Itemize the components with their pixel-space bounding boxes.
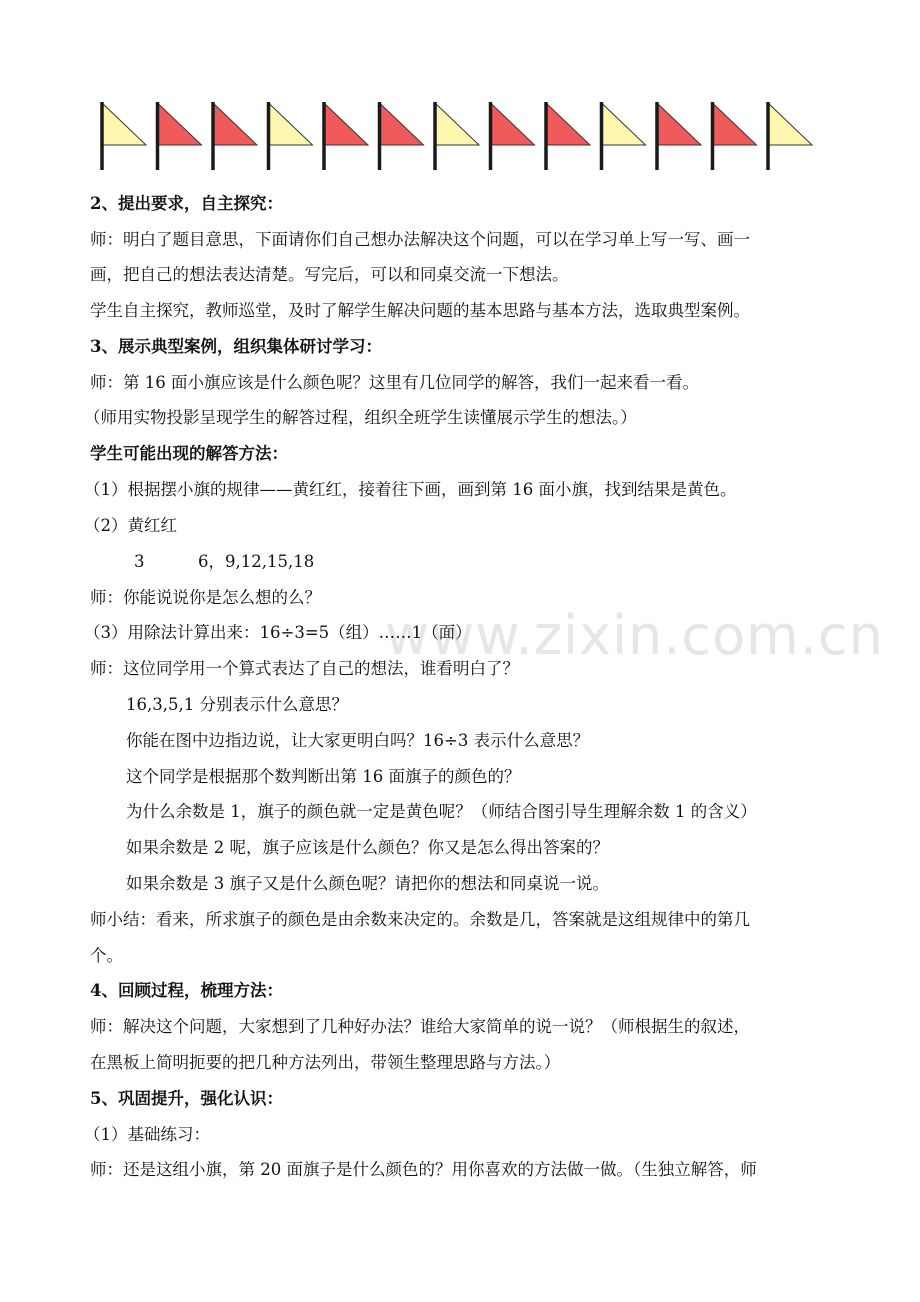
paragraph-line: 师：你能说说你是怎么想的么？ bbox=[90, 588, 321, 607]
flag-red bbox=[213, 102, 257, 170]
paragraph-line: 画，把自己的想法表达清楚。写完后，可以和同桌交流一下想法。 bbox=[90, 265, 569, 284]
flag-cloth bbox=[380, 103, 424, 145]
subheading: 学生可能出现的解答方法： bbox=[90, 444, 288, 463]
flag-cloth bbox=[269, 103, 313, 145]
number-sequence: 6，9,12,15,18 bbox=[198, 552, 315, 571]
flag-yellow bbox=[602, 102, 646, 170]
method-1: （1）根据摆小旗的规律——黄红红，接着往下画，画到第 16 面小旗，找到结果是黄色。 bbox=[84, 480, 737, 499]
flag-cloth bbox=[324, 103, 368, 145]
flag-yellow bbox=[102, 102, 146, 170]
paragraph-line: 在黑板上简明扼要的把几种方法列出，带领生整理思路与方法。） bbox=[90, 1053, 561, 1072]
paragraph-line: 师：第 16 面小旗应该是什么颜色呢？这里有几位同学的解答，我们一起来看一看。 bbox=[90, 373, 699, 392]
paragraph-line: 师：解决这个问题，大家想到了几种好办法？谁给大家简单的说一说？（师根据生的叙述， bbox=[90, 1017, 750, 1036]
flag-cloth bbox=[435, 103, 479, 145]
flag-cloth bbox=[768, 103, 812, 145]
summary-line: 个。 bbox=[90, 946, 123, 965]
flag-red bbox=[324, 102, 368, 170]
flag-cloth bbox=[713, 103, 757, 145]
question-line: 为什么余数是 1，旗子的颜色就一定是黄色呢？（师结合图引导生理解余数 1 的含义） bbox=[126, 802, 757, 821]
flag-cloth bbox=[491, 103, 535, 145]
flag-yellow bbox=[269, 102, 313, 170]
section-heading-2: 2、提出要求，自主探究： bbox=[90, 194, 283, 213]
watermark: www.zixin.com.cn bbox=[385, 604, 884, 667]
question-line: 你能在图中边指边说，让大家更明白吗？16÷3 表示什么意思？ bbox=[126, 731, 590, 750]
paragraph-line: （师用实物投影呈现学生的解答过程，组织全班学生读懂展示学生的想法。） bbox=[84, 408, 637, 427]
question-line: 如果余数是 3 旗子又是什么颜色呢？请把你的想法和同桌说一说。 bbox=[126, 874, 609, 893]
method-2: （2）黄红红 bbox=[84, 516, 177, 535]
section-heading-3: 3、展示典型案例，组织集体研讨学习： bbox=[90, 337, 382, 356]
number-three: 3 bbox=[134, 552, 145, 571]
section-heading-5: 5、巩固提升，强化认识： bbox=[90, 1089, 283, 1108]
paragraph-line: （1）基础练习： bbox=[84, 1125, 210, 1144]
paragraph-line: 学生自主探究，教师巡堂，及时了解学生解决问题的基本思路与基本方法，选取典型案例。 bbox=[90, 301, 750, 320]
paragraph-line: 师：这位同学用一个算式表达了自己的想法，谁看明白了？ bbox=[90, 659, 519, 678]
flag-cloth bbox=[657, 103, 701, 145]
summary-line: 师小结：看来，所求旗子的颜色是由余数来决定的。余数是几，答案就是这组规律中的第几 bbox=[90, 910, 750, 929]
question-line: 16,3,5,1 分别表示什么意思？ bbox=[126, 695, 348, 714]
flag-cloth bbox=[546, 103, 590, 145]
paragraph-line: 师：明白了题目意思，下面请你们自己想办法解决这个问题，可以在学习单上写一写、画一 bbox=[90, 230, 750, 249]
section-heading-4: 4、回顾过程，梳理方法： bbox=[90, 981, 283, 1000]
flag-red bbox=[546, 102, 590, 170]
flag-cloth bbox=[602, 103, 646, 145]
flag-cloth bbox=[102, 103, 146, 145]
flag-red bbox=[158, 102, 202, 170]
flag-yellow bbox=[435, 102, 479, 170]
flag-cloth bbox=[158, 103, 202, 145]
flag-red bbox=[657, 102, 701, 170]
flag-red bbox=[713, 102, 757, 170]
question-line: 如果余数是 2 呢，旗子应该是什么颜色？你又是怎么得出答案的？ bbox=[126, 838, 609, 857]
question-line: 这个同学是根据那个数判断出第 16 面旗子的颜色的？ bbox=[126, 767, 521, 786]
paragraph-line: 师：还是这组小旗，第 20 面旗子是什么颜色的？用你喜欢的方法做一做。（生独立解答，师 bbox=[90, 1160, 757, 1179]
flag-red bbox=[380, 102, 424, 170]
flag-red bbox=[491, 102, 535, 170]
flag-yellow bbox=[768, 102, 812, 170]
flag-cloth bbox=[213, 103, 257, 145]
flag-row-figure bbox=[0, 0, 920, 180]
method-3: （3）用除法计算出来：16÷3=5（组）……1（面） bbox=[84, 623, 472, 642]
